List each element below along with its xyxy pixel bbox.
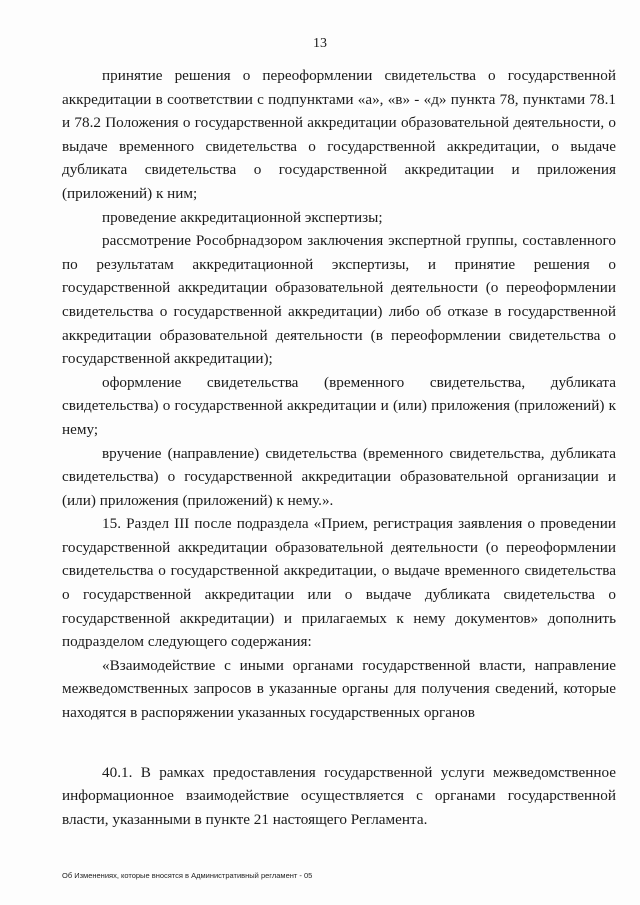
page-footer: Об Изменениях, которые вносятся в Административный регламент - 05 xyxy=(62,871,313,880)
paragraph-delivery: вручение (направление) свидетельства (временного свидетельства, дубликата свидетельства) о государственной аккредитации образовательной организации и (или) приложения (приложений) к нему.». xyxy=(62,444,616,509)
paragraph-subsection-title: «Взаимодействие с иными органами государственной власти, направление межведомственных запросов в указанные органы для получения сведений, которые находятся в распоряжении указанных государственных органов xyxy=(62,656,616,722)
paragraph-review: рассмотрение Рособрнадзором заключения экспертной группы, составленного по результатам аккредитационной экспертизы, и принятие решения о государственной аккредитации образовательной деятельности (о переоформлении свидетельства о государственной аккредитации) либо об отказе в государственной аккредитации образовательной деятельности (в переоформлении свидетельства о государственной аккредитации); xyxy=(62,232,616,368)
paragraph-section-15: 15. Раздел III после подраздела «Прием, регистрация заявления о проведении государственной аккредитации образовательной деятельности (о переоформлении свидетельства о государственной аккредитации, о выдаче временного свидетельства о государственной аккредитации или о выдаче дубликата свидетельства о государственной аккредитации) и прилагаемых к нему документов» дополнить подразделом следующего содержания: xyxy=(62,515,616,651)
paragraph-expertise: проведение аккредитационной экспертизы; xyxy=(102,208,383,226)
paragraph-issuance: оформление свидетельства (временного свидетельства, дубликата свидетельства) о государственной аккредитации и (или) приложения (приложений) к нему; xyxy=(62,373,616,438)
page-number: 13 xyxy=(313,36,327,51)
paragraph-decision: принятие решения о переоформлении свидетельства о государственной аккредитации в соответствии с подпунктами «а», «в» - «д» пункта 78, пунктами 78.1 и 78.2 Положения о государственной аккредитации образовательной деятельности, о выдаче временного свидетельства о государственной аккредитации, о выдаче дубликата свидетельства о государственной аккредитации и приложения (приложений) к ним; xyxy=(62,67,616,202)
paragraph-40-1: 40.1. В рамках предоставления государственной услуги межведомственное информационное взаимодействие осуществляется с органами государственной власти, указанными в пункте 21 настоящего Регламента. xyxy=(62,763,616,828)
document-body xyxy=(62,64,616,831)
